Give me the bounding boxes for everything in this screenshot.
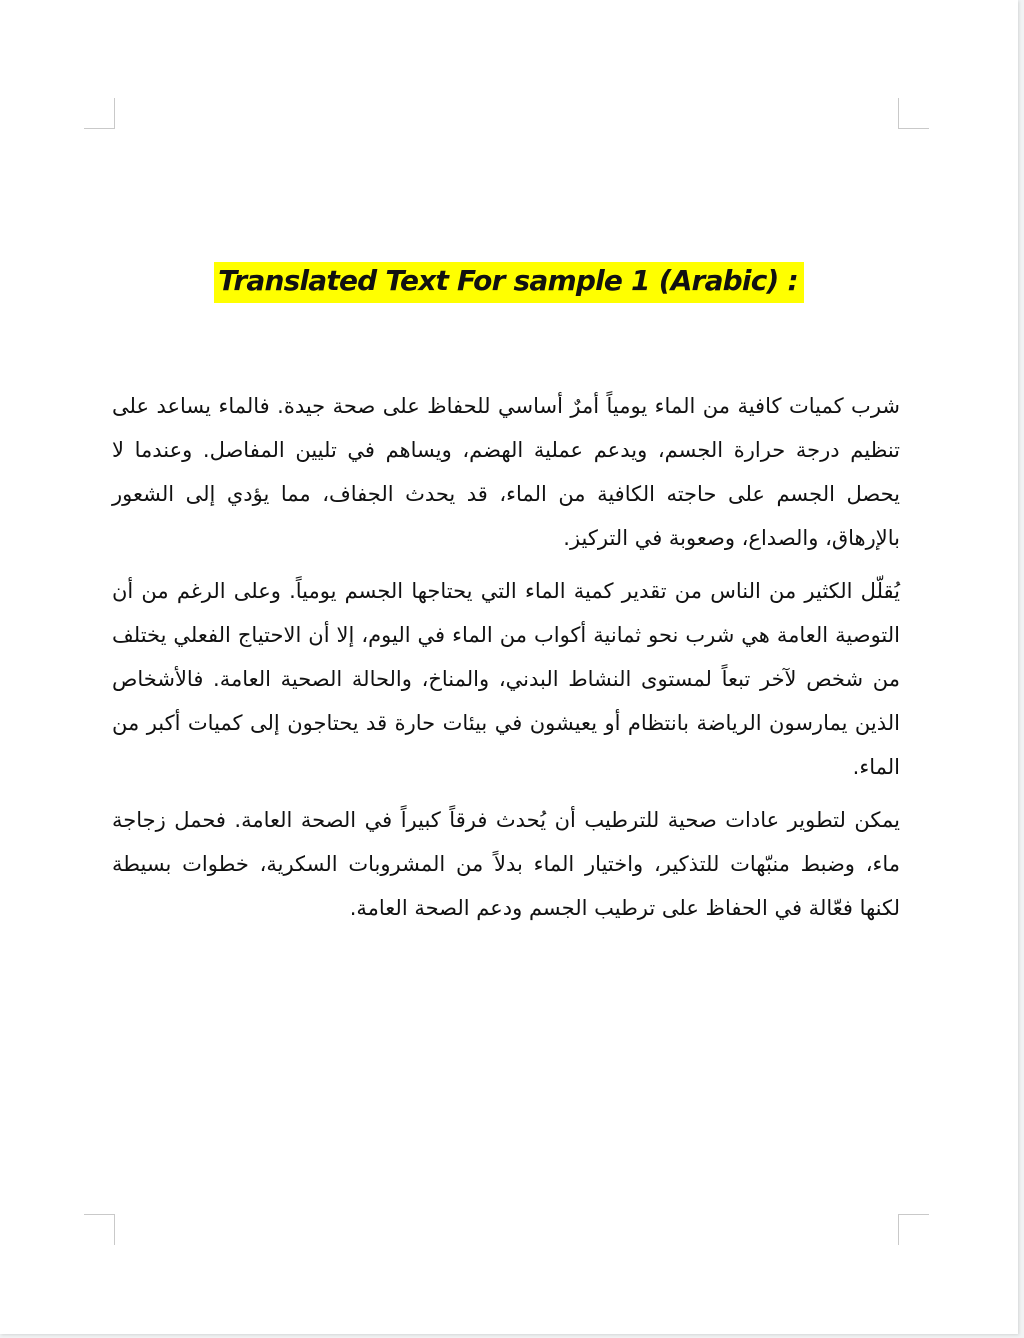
document-body [112,384,900,939]
paragraph-2: يُقلّل الكثير من الناس من تقدير كمية الماء التي يحتاجها الجسم يومياً. وعلى الرغم من أن التوصية العامة هي شرب نحو ثمانية أكواب من الماء في اليوم، إلا أن الاحتياج الفعلي يختلف من شخص لآخر تبعاً لمستوى النشاط البدني، والمناخ، والحالة الصحية العامة. فالأشخاص الذين يمارسون الرياضة بانتظام أو يعيشون في بيئات حارة قد يحتاجون إلى كميات أكبر من الماء. [112,579,900,779]
title-container [0,262,1018,303]
paragraph-1: شرب كميات كافية من الماء يومياً أمرٌ أساسي للحفاظ على صحة جيدة. فالماء يساعد على تنظيم درجة حرارة الجسم، ويدعم عملية الهضم، ويساهم في تليين المفاصل. وعندما لا يحصل الجسم على حاجته الكافية من الماء، قد يحدث الجفاف، مما يؤدي إلى الشعور بالإرهاق، والصداع، وصعوبة في التركيز. [112,394,900,550]
margin-marker-top-left [84,98,115,129]
margin-marker-top-right [898,98,929,129]
paragraph-3: يمكن لتطوير عادات صحية للترطيب أن يُحدث فرقاً كبيراً في الصحة العامة. فحمل زجاجة ماء، وضبط منبّهات للتذكير، واختيار الماء بدلاً من المشروبات السكرية، خطوات بسيطة لكنها فعّالة في الحفاظ على ترطيب الجسم ودعم الصحة العامة. [112,808,900,920]
margin-marker-bottom-right [898,1214,929,1245]
document-title: Translated Text For sample 1 (Arabic) : [214,262,804,303]
margin-marker-bottom-left [84,1214,115,1245]
